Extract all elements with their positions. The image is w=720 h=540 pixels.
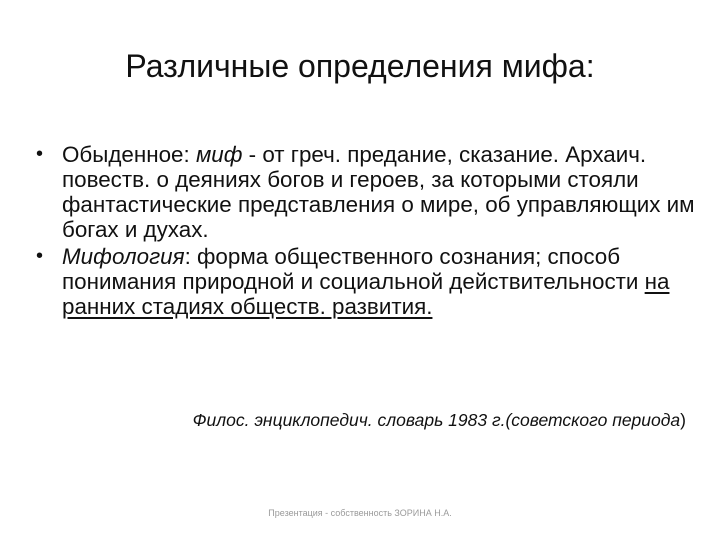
bullet-list [36, 142, 696, 321]
source-citation-text: Филос. энциклопедич. словарь 1983 г.(советского периода [192, 410, 681, 430]
bullet-marker: • [36, 143, 44, 165]
bullet-text-part: : форма общественного сознания; способ понимания природной и социальной действительности [62, 244, 645, 294]
source-citation [86, 409, 686, 432]
bullet-item-ordinary [36, 142, 696, 242]
bullet-text-underlined: на ранних стадиях обществ. развития. [62, 269, 670, 319]
bullet-item-mythology [36, 244, 696, 319]
bullet-text-italic: миф [195, 142, 243, 167]
slide-title: Различные определения мифа: [125, 48, 595, 84]
footer-note: Презентация - собственность ЗОРИНА Н.А. [268, 508, 452, 518]
bullet-text-italic: Мифология [62, 244, 185, 269]
bullet-marker: • [36, 245, 44, 267]
source-citation-closing: ) [680, 410, 686, 430]
bullet-text-part: - от греч. предание, сказание. Архаич. повеств. о деяниях богов и героев, за которыми стояли фантастические представления о мире, об управляющих им богах и духах. [62, 142, 695, 242]
bullet-text-part: Обыденное: [62, 142, 196, 167]
